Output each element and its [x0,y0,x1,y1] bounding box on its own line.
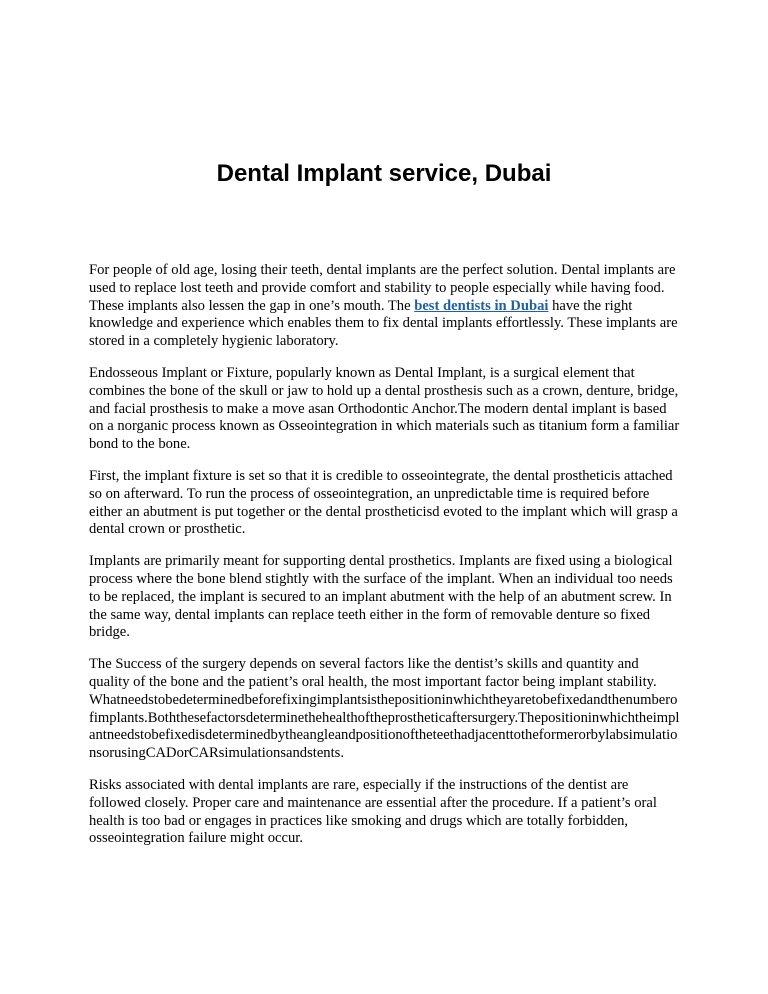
paragraph-endosseous: Endosseous Implant or Fixture, popularly known as Dental Implant, is a surgical element that combines the bone of the skull or jaw to hold up a dental prosthesis such as a crown, denture, bridge, and facial prosthesis to make a move asan Orthodontic Anchor.The modern dental implant is based on a norganic process known as Osseointegration in which materials such as titanium form a familiar bond to the bone. [89,364,680,453]
paragraph-risks: Risks associated with dental implants are rare, especially if the instructions of the dentist are followed closely. Proper care and maintenance are essential after the procedure. If a patient’s oral health is too bad or engages in practices like smoking and drugs which are totally forbidden, osseointegration failure might occur. [89,776,657,847]
paragraph-intro [89,262,681,351]
page-title: Dental Implant service, Dubai [216,160,552,187]
paragraph-success-factors: The Success of the surgery depends on several factors like the dentist’s skills and quantity and quality of the bone and the patient’s oral health, the most important factor being implant stability. Whatneedstobedeterminedbeforefixingimplantsisthepositioninwhichtheyaretobefixedandthenumberofimplants.Boththesefactorsdeterminethehealthoftheprostheticaftersurgery.ThepositioninwhichtheimplantneedstobefixedisdeterminedbytheangleandpositionoftheteethadjacenttotheformerorbylabsimulationsorusingCADorCARsimulationsandstents. [89,656,680,762]
paragraph-intro-text-after: have the right knowledge and experience which enables them to fix dental implants effortlessly. These implants are stored in a completely hygienic laboratory. [89,297,678,350]
paragraph-prosthetics: Implants are primarily meant for supporting dental prosthetics. Implants are fixed using a biological process where the bone blend stightly with the surface of the implant. When an individual too needs to be replaced, the implant is secured to an implant abutment with the help of an abutment screw. In the same way, dental implants can replace teeth either in the form of removable denture so fixed bridge. [89,553,673,641]
document-body [89,262,681,862]
paragraph-implant-fixture: First, the implant fixture is set so that it is credible to osseointegrate, the dental prostheticis attached so on afterward. To run the process of osseointegration, an unpredictable time is required before either an abutment is put together or the dental prostheticisd evoted to the implant which will grasp a dental crown or prosthetic. [89,467,678,538]
paragraph-intro-text-before: For people of old age, losing their teeth, dental implants are the perfect solution. Dental implants are used to replace lost teeth and provide comfort and stability to people especially while having food. These implants also lessen the gap in one’s mouth. The [89,262,676,314]
best-dentists-link[interactable]: best dentists in Dubai [414,297,549,314]
